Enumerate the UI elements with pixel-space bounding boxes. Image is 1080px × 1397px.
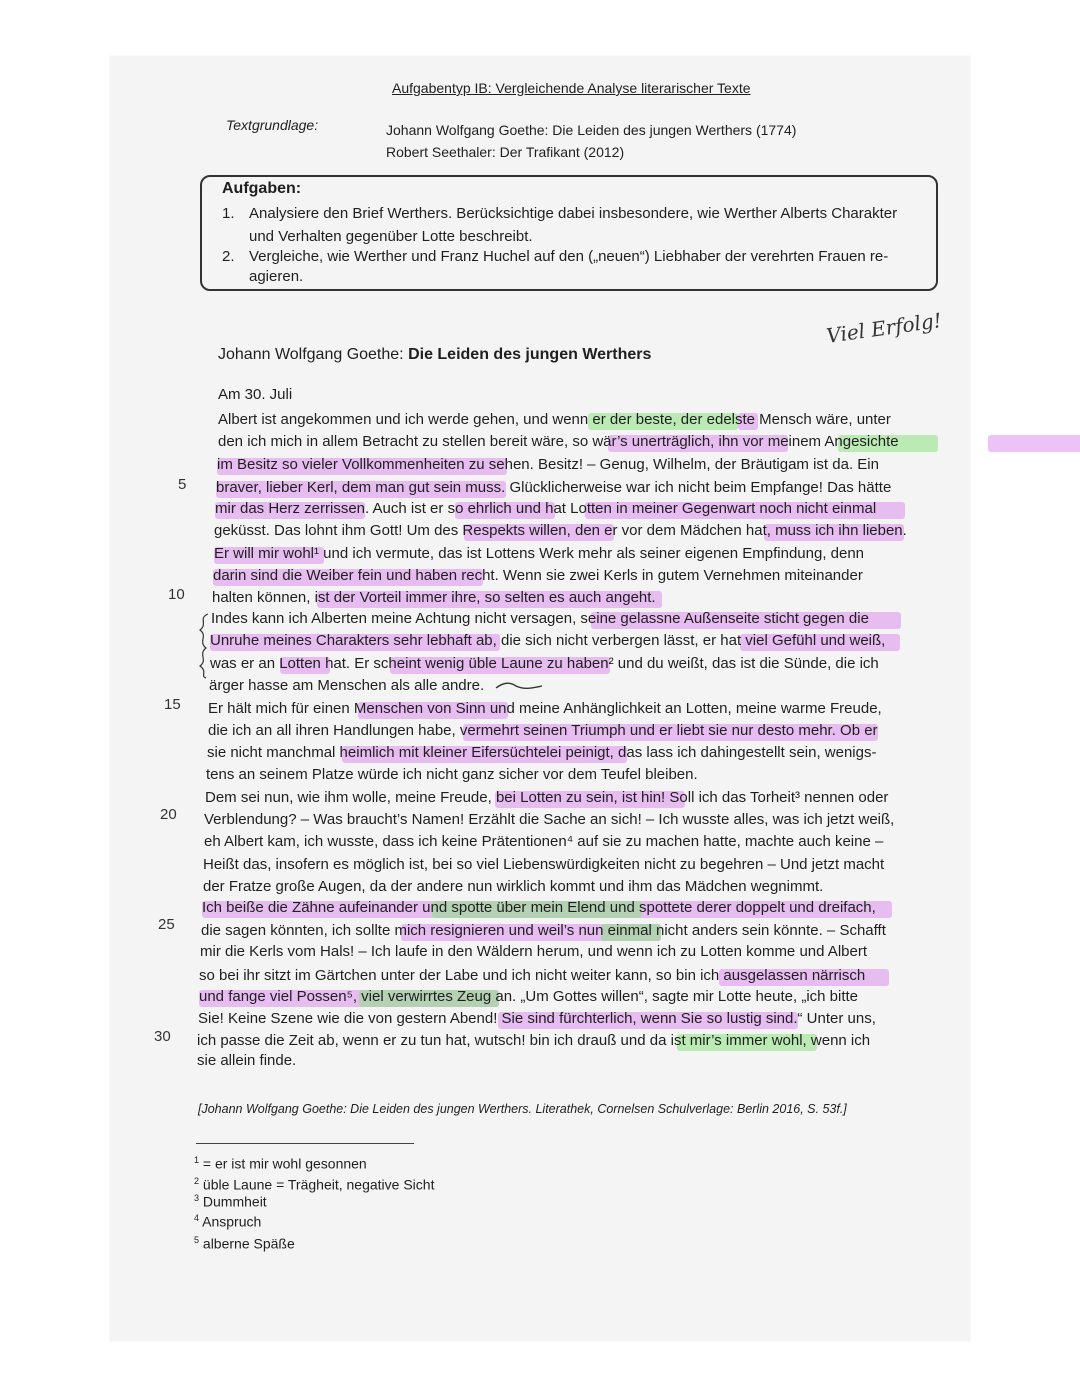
margin-brace-mark	[196, 612, 210, 680]
text-line	[218, 431, 908, 453]
source-goethe: Johann Wolfgang Goethe: Die Leiden des jungen Werthers (1774)	[386, 122, 797, 138]
text-line-content: Dem sei nun, wie ihm wolle, meine Freude, bei Lotten zu sein, ist hin! Soll ich das Torheit³ nennen oder	[205, 789, 889, 806]
task-1-line-1: Analysiere den Brief Werthers. Berücksichtige dabei insbesondere, wie Werther Alberts Charakter	[249, 205, 898, 222]
text-line	[214, 520, 907, 542]
text-line	[200, 941, 896, 963]
task-2-number: 2.	[222, 248, 235, 265]
footnote: $^2$ üble Laune = Trägheit, negative Sicht	[194, 1176, 435, 1193]
text-line-content: der Fratze große Augen, da der andere nun wirklich kommt und ihm das Mädchen wegnimmt.	[203, 878, 824, 895]
text-line	[218, 409, 908, 431]
footnote-rule	[196, 1143, 414, 1144]
text-line-content: mir die Kerls vom Hals! – Ich laufe in den Wäldern herum, und wenn ich zu Lotten komme und Albert	[200, 943, 867, 960]
margin-squiggle-mark	[494, 680, 544, 692]
text-line-content: ich passe die Zeit ab, wenn er zu tun hat, wutsch! bin ich drauß und da ist mir’s immer wohl, wenn ich	[197, 1032, 871, 1049]
text-line-content: Sie! Keine Szene wie die von gestern Abend! Sie sind fürchterlich, wenn Sie so lustig sind.“ Unter uns,	[198, 1010, 876, 1027]
text-line-content: mir das Herz zerrissen. Auch ist er so ehrlich und hat Lotten in meiner Gegenwart noch nicht einmal	[215, 500, 877, 517]
text-line	[212, 587, 662, 609]
tasks-heading: Aufgaben:	[222, 180, 302, 197]
line-number: 25	[158, 916, 175, 933]
text-line-content: ärger hasse am Menschen als alle andre.	[209, 677, 485, 694]
text-line	[205, 787, 901, 809]
text-line	[211, 608, 903, 630]
text-line	[197, 1050, 527, 1072]
footnote: $^4$ Anspruch	[194, 1213, 262, 1230]
text-line-content: darin sind die Weiber fein und haben recht. Wenn sie zwei Kerls in gutem Vernehmen miteinander	[213, 567, 863, 584]
task-2-line-2: agieren.	[249, 268, 304, 285]
text-line	[213, 565, 905, 587]
text-line-content: die sagen könnten, ich sollte mich resignieren und weil’s nun einmal nicht anders sein könnte. – Schafft	[201, 922, 886, 939]
text-line	[203, 876, 847, 898]
text-line-content: eh Albert kam, ich wusste, dass ich keine Prätentionen⁴ auf sie zu machen hatte, machte auch keine –	[204, 833, 884, 850]
text-author: Johann Wolfgang Goethe:	[218, 346, 409, 363]
purple-highlight	[988, 435, 1080, 452]
text-line-content: im Besitz so vieler Vollkommenheiten zu sehen. Besitz! – Genug, Wilhelm, der Bräutigam ist da. Ein	[217, 456, 879, 473]
text-line-content: was er an Lotten hat. Er scheint wenig üble Laune zu haben² und du weißt, das ist die Sünde, die ich	[210, 655, 879, 672]
text-line	[210, 653, 902, 675]
line-number: 20	[160, 806, 177, 823]
text-line	[210, 630, 902, 652]
text-line-content: Albert ist angekommen und ich werde gehen, und wenn er der beste, der edelste Mensch wäre, unter	[218, 411, 891, 428]
task-1-line-2: und Verhalten gegenüber Lotte beschreibt.	[249, 228, 533, 245]
source-seethaler: Robert Seethaler: Der Trafikant (2012)	[386, 144, 625, 160]
text-line	[201, 920, 897, 942]
text-line	[214, 543, 904, 565]
task-2-line-1: Vergleiche, wie Werther und Franz Huchel auf den („neuen“) Liebhaber der verehrten Frauen re-	[249, 248, 889, 265]
footnote: $^5$ alberne Späße	[194, 1235, 295, 1252]
text-work-title: Die Leiden des jungen Werthers	[408, 346, 652, 363]
text-line-content: den ich mich in allem Betracht zu stellen bereit wäre, so wär’s unerträglich, ihn vor meinem Angesichte	[218, 433, 899, 450]
line-number: 10	[168, 586, 185, 603]
text-line-content: geküsst. Das lohnt ihm Gott! Um des Respekts willen, den er vor dem Mädchen hat, muss ich ihn lieben.	[214, 522, 907, 539]
text-line-content: halten können, ist der Vorteil immer ihre, so selten es auch angeht.	[212, 589, 656, 606]
text-line-content: Verblendung? – Was braucht’s Namen! Erzählt die Sache an sich! – Ich wusste alles, was ich jetzt weiß,	[204, 811, 895, 828]
text-line-content: sie nicht manchmal heimlich mit kleiner Eifersüchtelei peinigt, das lass ich dahingestellt sein, wenigs-	[207, 744, 877, 761]
text-line	[203, 854, 899, 876]
text-line	[198, 1008, 894, 1030]
text-line	[206, 764, 706, 786]
line-number: 30	[154, 1028, 171, 1045]
text-basis-label: Textgrundlage:	[226, 117, 319, 133]
letter-date: Am 30. Juli	[218, 386, 293, 403]
handwritten-greeting: Viel Erfolg!	[824, 308, 944, 348]
text-line	[209, 675, 485, 697]
line-number: 5	[178, 476, 187, 493]
text-line-content: Unruhe meines Charakters sehr lebhaft ab, die sich nicht verbergen lässt, er hat viel Gefühl und weiß,	[210, 632, 886, 649]
text-line-content: Indes kann ich Alberten meine Achtung nicht versagen, seine gelassne Außenseite sticht gegen die	[211, 610, 869, 627]
text-line	[208, 698, 902, 720]
text-line-content: Er will mir wohl¹ und ich vermute, das ist Lottens Werk mehr als seiner eigenen Empfindung, denn	[214, 545, 865, 562]
text-line	[199, 965, 895, 987]
footnote: $^3$ Dummheit	[194, 1193, 267, 1210]
text-line-content: sie allein finde.	[197, 1052, 297, 1069]
text-line	[202, 897, 898, 919]
text-line-content: braver, lieber Kerl, dem man gut sein muss. Glücklicherweise war ich nicht beim Empfange! Das hätte	[216, 479, 892, 496]
task-type-heading: Aufgabentyp IB: Vergleichende Analyse literarischer Texte	[392, 80, 751, 96]
text-line-content: so bei ihr sitzt im Gärtchen unter der Labe und ich nicht weiter kann, so bin ich ausgelassen närrisch	[199, 967, 866, 984]
text-line	[207, 742, 901, 764]
text-line-content: Er hält mich für einen Menschen von Sinn und meine Anhänglichkeit an Lotten, meine warme Freude,	[208, 700, 882, 717]
task-1-number: 1.	[222, 205, 235, 222]
text-line	[215, 498, 907, 520]
text-line	[217, 454, 917, 476]
text-title	[218, 346, 651, 364]
text-line	[199, 986, 895, 1008]
text-line-content: tens an seinem Platze würde ich nicht ganz sicher vor dem Teufel bleiben.	[206, 766, 698, 783]
line-number: 15	[164, 696, 181, 713]
text-line	[204, 809, 900, 831]
text-line	[204, 831, 900, 853]
text-line	[216, 477, 904, 499]
text-line	[197, 1030, 893, 1052]
text-line-content: Heißt das, insofern es möglich ist, bei so viel Liebenswürdigkeiten nicht zu begehren – Und jetzt macht	[203, 856, 885, 873]
text-line-content: die ich an all ihren Handlungen habe, vermehrt seinen Triumph und er liebt sie nur desto mehr. Ob er	[208, 722, 878, 739]
text-line-content: und fange viel Possen⁵, viel verwirrtes Zeug an. „Um Gottes willen“, sagte mir Lotte heute, „ich bitte	[199, 988, 859, 1005]
footnote: $^1$ = er ist mir wohl gesonnen	[194, 1155, 367, 1172]
source-citation: [Johann Wolfgang Goethe: Die Leiden des jungen Werthers. Literathek, Cornelsen Schulverlage: Berlin 2016, S. 53f.]	[198, 1102, 847, 1116]
text-line	[208, 720, 902, 742]
text-line-content: Ich beiße die Zähne aufeinander und spotte über mein Elend und spottete derer doppelt und dreifach,	[202, 899, 876, 916]
